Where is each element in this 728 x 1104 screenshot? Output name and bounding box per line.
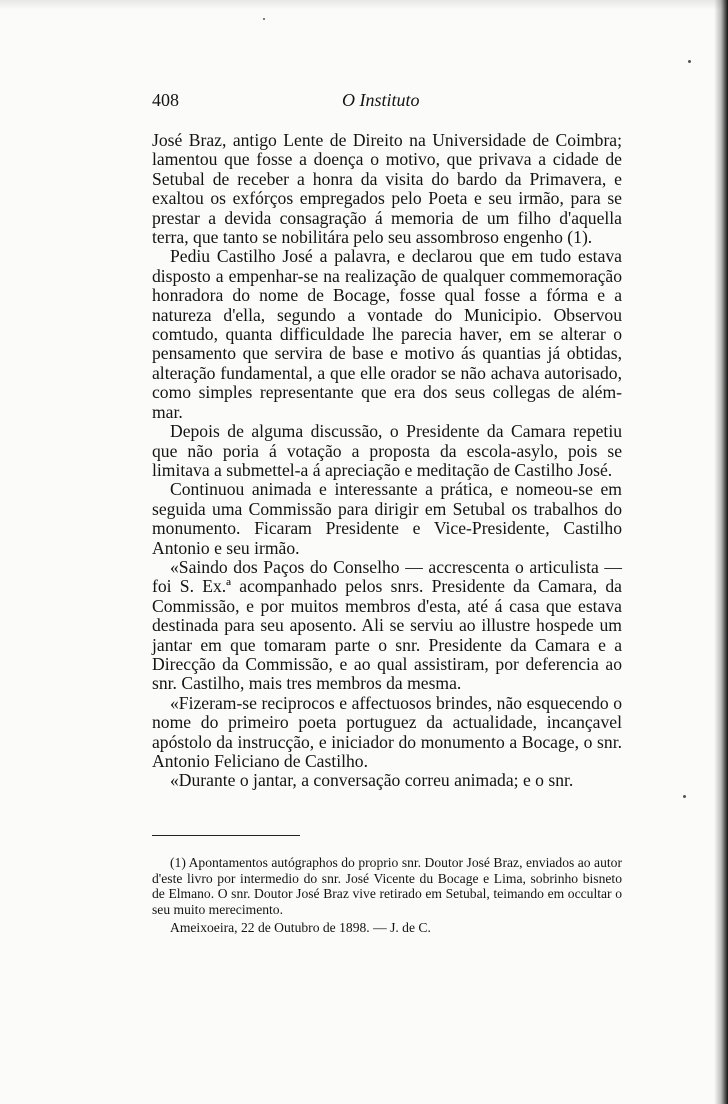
footnote-signature: Ameixoeira, 22 de Outubro de 1898. — J. de C. bbox=[170, 920, 431, 936]
scan-speck bbox=[688, 60, 691, 63]
paragraph: «Saindo dos Paços do Conselho — accrescenta o articulista — foi S. Ex.ª acompanhado pelos snrs. Presidente da Camara, da Commissão, e por muitos membros d'esta, até á casa que estava destinada para seu aposento. Ali se serviu ao illustre hospede um jantar em que tomaram parte o snr. Presidente da Camara e a Direcção da Commissão, e ao qual assistiram, por deferencia ao snr. Castilho, mais tres membros da mesma. bbox=[152, 556, 622, 694]
page-header bbox=[152, 90, 622, 114]
paragraph: «Durante o jantar, a conversação correu animada; e o snr. bbox=[170, 770, 574, 791]
paragraph: Depois de alguma discussão, o Presidente da Camara repetiu que não poria á votação a proposta da escola-asylo, pois se limitava a submettel-a á apreciação e meditação de Castilho José. bbox=[152, 421, 622, 480]
scan-speck bbox=[263, 18, 265, 20]
paragraph: Pediu Castilho José a palavra, e declarou que em tudo estava disposto a empenhar-se na realização de qualquer commemoração honradora do nome de Bocage, fosse qual fosse a fórma e a natureza d'ella, segundo a vontade do Municipio. Observou comtudo, quanta difficuldade lhe parecia haver, em se alterar o pensamento que servira de base e motivo ás quantias já obtidas, alteração fundamental, a que elle orador se não achava autorisado, como simples representante que era dos seus collegas de além-mar. bbox=[152, 246, 622, 422]
body-text bbox=[152, 131, 622, 791]
page-number: 408 bbox=[152, 90, 179, 110]
running-title: O Instituto bbox=[342, 90, 420, 110]
scan-right-edge bbox=[714, 0, 728, 1104]
scan-top-edge bbox=[0, 0, 728, 10]
scan-speck bbox=[683, 795, 686, 798]
paragraph: Continuou animada e interessante a prática, e nomeou-se em seguida uma Commissão para dirigir em Setubal os trabalhos do monumento. Ficaram Presidente e Vice-Presidente, Castilho Antonio e seu irmão. bbox=[152, 479, 622, 558]
paragraph: «Fizeram-se reciprocos e affectuosos brindes, não esquecendo o nome do primeiro poeta portuguez da actualidade, incançavel apóstolo da instrucção, e iniciador do monumento a Bocage, o snr. Antonio Feliciano de Castilho. bbox=[152, 692, 622, 771]
paragraph: José Braz, antigo Lente de Direito na Universidade de Coimbra; lamentou que fosse a doença o motivo, que privava a cidade de Setubal de receber a honra da visita do bardo da Primavera, e exaltou os exfórços empregados pelo Poeta e seu irmão, para se prestar a devida consagração á memoria de um filho d'aquella terra, que tanto se nobilitára pelo seu assombroso engenho (1). bbox=[152, 130, 622, 248]
footnote: (1) Apontamentos autógraphos do proprio snr. Doutor José Braz, enviados ao autor d'este livro por intermedio do snr. José Vicente du Bocage e Lima, sobrinho bisneto de Elmano. O snr. Doutor José Braz vive retirado em Setubal, teimando em occultar o seu muito merecimento. bbox=[152, 855, 622, 917]
footnote-rule bbox=[152, 835, 300, 836]
footnotes bbox=[152, 855, 622, 936]
